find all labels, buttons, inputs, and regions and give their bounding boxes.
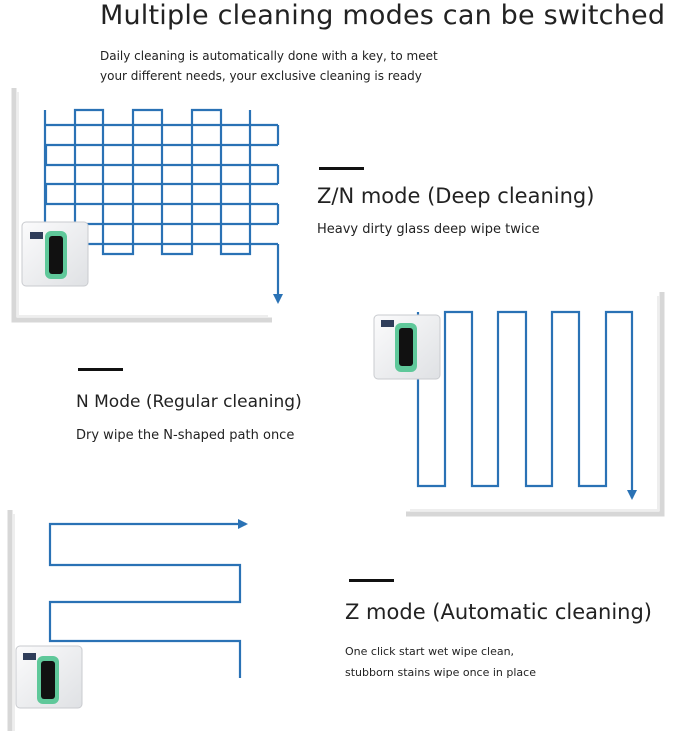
- n-mode-title: N Mode (Regular cleaning): [76, 392, 302, 412]
- z-mode-desc-line-2: stubborn stains wipe once in place: [345, 666, 536, 679]
- page-title: Multiple cleaning modes can be switched: [100, 0, 666, 31]
- window-frame-z: [10, 510, 14, 731]
- zn-mode-divider: [319, 167, 364, 170]
- zn-mode-desc: Heavy dirty glass deep wipe twice: [317, 222, 540, 237]
- z-mode-desc: [345, 641, 536, 683]
- zn-mode-title: Z/N mode (Deep cleaning): [317, 184, 595, 208]
- robot-zn: [22, 222, 88, 286]
- z-mode-title: Z mode (Automatic cleaning): [345, 600, 653, 624]
- z-mode-divider: [349, 579, 394, 582]
- robot-z: [16, 646, 82, 708]
- n-mode-desc: Dry wipe the N-shaped path once: [76, 428, 295, 443]
- n-path: [418, 312, 632, 498]
- subtitle-line-2: your different needs, your exclusive cleaning is ready: [100, 69, 422, 83]
- robot-n: [374, 315, 440, 379]
- subtitle-line-1: Daily cleaning is automatically done with a key, to meet: [100, 49, 438, 63]
- z-mode-desc-line-1: One click start wet wipe clean,: [345, 645, 515, 658]
- n-mode-divider: [78, 368, 123, 371]
